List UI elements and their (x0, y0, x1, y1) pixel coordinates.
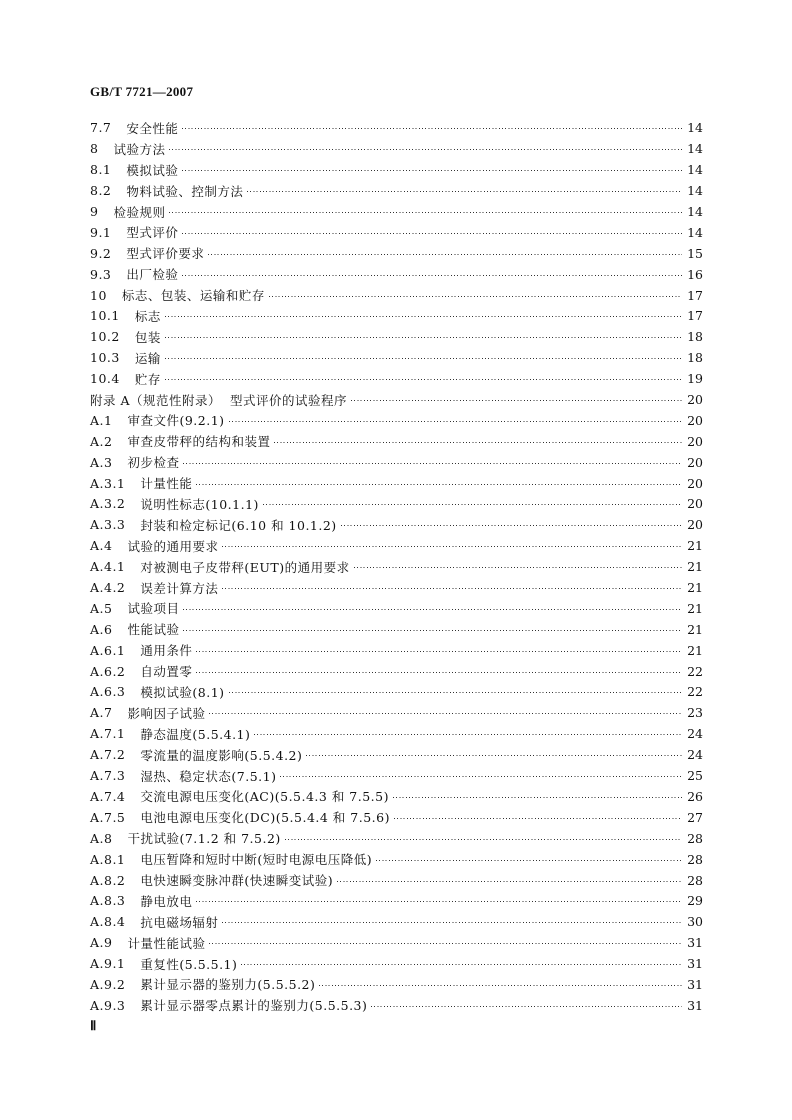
toc-entry (90, 535, 703, 556)
toc-dot-leader (183, 630, 682, 631)
toc-entry-page: 14 (687, 162, 703, 178)
toc-dot-leader (247, 191, 682, 192)
toc-dot-leader (351, 400, 682, 401)
toc-entry-title: 试验的通用要求 (127, 538, 219, 554)
toc-entry-page: 21 (687, 580, 703, 596)
toc-entry-number: A.8.4 (90, 914, 126, 930)
toc-entry (90, 159, 703, 180)
toc-entry-page: 30 (687, 914, 703, 930)
toc-entry-page: 17 (687, 287, 703, 303)
toc-entry-number: 8.2 (90, 183, 112, 199)
toc-dot-leader (269, 296, 682, 297)
toc-entry-page: 31 (687, 976, 703, 992)
page-number-footer: Ⅱ (90, 1018, 97, 1033)
toc-entry-page: 21 (687, 538, 703, 554)
toc-entry-number: 8 (90, 141, 99, 157)
toc-dot-leader (196, 484, 682, 485)
toc-entry-number: A.9.3 (90, 997, 126, 1013)
toc-entry-title: 计量性能 (140, 476, 193, 492)
toc-dot-leader (341, 525, 682, 526)
toc-entry (90, 514, 703, 535)
toc-entry-title: 模拟试验(8.1) (140, 684, 225, 700)
toc-entry-title: 物料试验、控制方法 (126, 183, 244, 199)
toc-entry-title: 抗电磁场辐射 (140, 914, 219, 930)
toc-entry-number: 7.7 (90, 120, 112, 136)
toc-entry-number: A.7 (90, 705, 113, 721)
toc-entry (90, 368, 703, 389)
toc-entry-page: 20 (687, 517, 703, 533)
toc-entry-page: 20 (687, 392, 703, 408)
toc-entry-page: 21 (687, 642, 703, 658)
toc-entry-number: A.3.3 (90, 517, 126, 533)
toc-entry (90, 890, 703, 911)
toc-entry (90, 932, 703, 953)
toc-entry (90, 807, 703, 828)
toc-entry-title: 审查文件(9.2.1) (127, 413, 225, 429)
toc-entry-number: A.8.1 (90, 851, 126, 867)
toc-entry (90, 598, 703, 619)
toc-dot-leader (285, 839, 682, 840)
toc-entry (90, 974, 703, 995)
toc-entry-title: 误差计算方法 (140, 580, 219, 596)
toc-entry (90, 744, 703, 765)
toc-entry-number: A.7.3 (90, 768, 126, 784)
toc-entry (90, 326, 703, 347)
toc-entry-page: 24 (687, 747, 703, 763)
toc-entry-number: A.8.2 (90, 872, 126, 888)
toc-dot-leader (183, 463, 682, 464)
toc-dot-leader (254, 734, 682, 735)
toc-entry-page: 28 (687, 830, 703, 846)
toc-entry (90, 452, 703, 473)
toc-entry-title: 试验项目 (127, 601, 180, 617)
toc-entry (90, 556, 703, 577)
toc-entry-number: 10.1 (90, 308, 120, 324)
toc-entry-title: 对被测电子皮带秤(EUT)的通用要求 (140, 559, 350, 575)
toc-entry-page: 22 (687, 684, 703, 700)
toc-entry-number: A.9 (90, 935, 113, 951)
toc-entry-title: 试验方法 (113, 141, 166, 157)
toc-entry-title: 干扰试验(7.1.2 和 7.5.2) (127, 831, 281, 847)
toc-entry-title: 模拟试验 (126, 162, 179, 178)
toc-entry-title: 电压暂降和短时中断(短时电源电压降低) (140, 852, 373, 868)
toc-entry-title: 说明性标志(10.1.1) (140, 496, 259, 512)
toc-entry (90, 222, 703, 243)
toc-entry-title: 包装 (134, 329, 161, 345)
toc-entry-page: 14 (687, 183, 703, 199)
toc-entry (90, 577, 703, 598)
toc-entry-title: 电池电源电压变化(DC)(5.5.4.4 和 7.5.6) (140, 810, 390, 826)
toc-entry-page: 24 (687, 726, 703, 742)
toc-entry-number: A.6 (90, 621, 113, 637)
toc-entry-number: A.9.2 (90, 976, 126, 992)
toc-dot-leader (263, 504, 682, 505)
toc-entry-title: 静电放电 (140, 893, 193, 909)
toc-entry-title: 型式评价 (126, 225, 179, 241)
toc-dot-leader (222, 588, 682, 589)
toc-entry-page: 20 (687, 496, 703, 512)
toc-entry-page: 31 (687, 956, 703, 972)
toc-entry-number: A.6.2 (90, 663, 126, 679)
toc-dot-leader (222, 546, 682, 547)
toc-dot-leader (165, 316, 682, 317)
toc-dot-leader (229, 421, 683, 422)
toc-entry (90, 347, 703, 368)
toc-dot-leader (196, 901, 682, 902)
toc-entry-page: 21 (687, 559, 703, 575)
toc-entry-title: 标志 (134, 308, 161, 324)
toc-entry (90, 995, 703, 1016)
toc-dot-leader (209, 713, 682, 714)
toc-entry-number: 9.1 (90, 224, 112, 240)
toc-entry-page: 20 (687, 412, 703, 428)
toc-entry-title: 安全性能 (126, 120, 179, 136)
toc-entry (90, 953, 703, 974)
toc-dot-leader (165, 379, 682, 380)
toc-entry-title: 影响因子试验 (127, 705, 206, 721)
toc-entry-title: 审查皮带秤的结构和装置 (127, 434, 271, 450)
toc-entry-number: A.7.2 (90, 747, 126, 763)
toc-dot-leader (241, 964, 682, 965)
toc-entry (90, 682, 703, 703)
toc-entry-number: A.4 (90, 538, 113, 554)
toc-entry (90, 410, 703, 431)
toc-dot-leader (182, 170, 682, 171)
toc-entry (90, 473, 703, 494)
toc-entry-number: A.8.3 (90, 893, 126, 909)
toc-entry-page: 21 (687, 621, 703, 637)
toc-entry (90, 264, 703, 285)
toc-dot-leader (354, 567, 682, 568)
toc-dot-leader (280, 776, 682, 777)
toc-dot-leader (337, 881, 682, 882)
toc-entry-page: 15 (687, 245, 703, 261)
toc-dot-leader (371, 1006, 682, 1007)
toc-dot-leader (208, 254, 682, 255)
toc-entry-number: 8.1 (90, 162, 112, 178)
toc-entry-number: A.3.2 (90, 496, 126, 512)
toc-entry-title: 封装和检定标记(6.10 和 10.1.2) (140, 517, 337, 533)
toc-entry-number: A.8 (90, 830, 113, 846)
toc-entry-number: A.6.3 (90, 684, 126, 700)
toc-entry-title: 零流量的温度影响(5.5.4.2) (140, 747, 303, 763)
toc-entry-page: 14 (687, 224, 703, 240)
toc-entry-title: 型式评价要求 (126, 246, 205, 262)
toc-entry-page: 18 (687, 350, 703, 366)
toc-dot-leader (376, 860, 682, 861)
toc-entry-title: 静态温度(5.5.4.1) (140, 726, 251, 742)
toc-entry-title: 性能试验 (127, 622, 180, 638)
toc-entry-number: 9.3 (90, 266, 112, 282)
toc-entry-page: 29 (687, 893, 703, 909)
toc-dot-leader (209, 943, 682, 944)
toc-entry-page: 23 (687, 705, 703, 721)
toc-entry-title: 自动置零 (140, 664, 193, 680)
toc-entry-number: A.1 (90, 412, 113, 428)
toc-entry-page: 27 (687, 809, 703, 825)
toc-entry-page: 31 (687, 935, 703, 951)
toc-entry (90, 723, 703, 744)
toc-entry-page: 20 (687, 433, 703, 449)
toc-dot-leader (393, 797, 682, 798)
toc-entry-number: 10.2 (90, 329, 120, 345)
toc-entry (90, 661, 703, 682)
toc-entry-title: 累计显示器的鉴别力(5.5.5.2) (140, 977, 316, 993)
toc-entry-number: 9.2 (90, 245, 112, 261)
toc-entry-title: 通用条件 (140, 643, 193, 659)
toc-entry-title: 计量性能试验 (127, 935, 206, 951)
toc-dot-leader (182, 128, 682, 129)
toc-entry-number: A.2 (90, 433, 113, 449)
toc-dot-leader (165, 337, 682, 338)
toc-dot-leader (306, 755, 682, 756)
toc-entry (90, 431, 703, 452)
toc-entry-number: A.9.1 (90, 956, 126, 972)
toc-entry-number: 10.4 (90, 371, 120, 387)
toc-entry-page: 14 (687, 120, 703, 136)
toc-entry (90, 285, 703, 306)
toc-entry-title: 初步检查 (127, 455, 180, 471)
toc-dot-leader (169, 149, 682, 150)
toc-entry-page: 20 (687, 454, 703, 470)
toc-entry (90, 138, 703, 159)
toc-entry-number: 9 (90, 204, 99, 219)
toc-entry (90, 389, 703, 410)
toc-entry (90, 702, 703, 723)
toc-entry-page: 28 (687, 872, 703, 888)
toc-entry-number: A.7.1 (90, 726, 126, 742)
toc-dot-leader (274, 442, 682, 443)
toc-entry-number: 10 (90, 287, 107, 303)
toc-entry-page: 19 (687, 371, 703, 387)
toc-entry-title: 累计显示器零点累计的鉴别力(5.5.5.3) (140, 998, 368, 1014)
toc-entry (90, 911, 703, 932)
toc-entry-page: 14 (687, 204, 703, 219)
toc-dot-leader (229, 692, 683, 693)
toc-dot-leader (196, 651, 682, 652)
toc-entry-page: 21 (687, 600, 703, 616)
toc-entry (90, 849, 703, 870)
toc-entry-number: A.7.5 (90, 809, 126, 825)
toc-entry-number: A.3 (90, 454, 113, 470)
toc-list (90, 118, 703, 1016)
toc-dot-leader (222, 922, 682, 923)
toc-entry (90, 201, 703, 222)
toc-dot-leader (394, 818, 682, 819)
toc-entry (90, 118, 703, 139)
toc-entry-title: 标志、包装、运输和贮存 (121, 288, 265, 304)
toc-entry (90, 180, 703, 201)
toc-entry-page: 25 (687, 768, 703, 784)
toc-entry-title: 出厂检验 (126, 267, 179, 283)
toc-entry-title: 交流电源电压变化(AC)(5.5.4.3 和 7.5.5) (140, 789, 389, 805)
toc-entry (90, 494, 703, 515)
toc-entry-number: A.3.1 (90, 475, 126, 491)
toc-entry (90, 828, 703, 849)
toc-entry-page: 22 (687, 663, 703, 679)
toc-dot-leader (165, 358, 682, 359)
toc-entry (90, 870, 703, 891)
toc-entry-page: 18 (687, 329, 703, 345)
toc-entry-title: 重复性(5.5.5.1) (140, 956, 238, 972)
toc-entry-number: 10.3 (90, 350, 120, 366)
toc-entry-page: 26 (687, 788, 703, 804)
toc-entry-title: 运输 (134, 350, 161, 366)
toc-entry-page: 28 (687, 851, 703, 867)
toc-entry-number: A.6.1 (90, 642, 126, 658)
toc-entry-title: 附录 A（规范性附录） 型式评价的试验程序 (90, 392, 347, 408)
toc-entry-number: A.5 (90, 600, 113, 616)
standard-code-header: GB/T 7721—2007 (90, 84, 194, 99)
toc-entry (90, 243, 703, 264)
toc-entry-number: A.4.1 (90, 559, 126, 575)
toc-dot-leader (182, 275, 682, 276)
toc-entry (90, 640, 703, 661)
toc-entry (90, 786, 703, 807)
toc-entry-page: 14 (687, 141, 703, 157)
toc-entry (90, 306, 703, 327)
toc-entry-number: A.4.2 (90, 580, 126, 596)
toc-dot-leader (169, 212, 682, 213)
toc-entry-page: 16 (687, 266, 703, 282)
toc-entry-number: A.7.4 (90, 788, 126, 804)
toc-dot-leader (319, 985, 682, 986)
toc-entry (90, 765, 703, 786)
toc-entry-page: 17 (687, 308, 703, 324)
toc-entry-title: 电快速瞬变脉冲群(快速瞬变试验) (140, 873, 334, 888)
toc-dot-leader (182, 233, 682, 234)
toc-entry-title: 检验规则 (113, 204, 166, 220)
toc-dot-leader (196, 672, 682, 673)
toc-entry-title: 湿热、稳定状态(7.5.1) (140, 768, 277, 784)
toc-entry (90, 619, 703, 640)
toc-entry-page: 20 (687, 475, 703, 491)
toc-entry-title: 贮存 (134, 371, 161, 387)
toc-dot-leader (183, 609, 682, 610)
toc-entry-page: 31 (687, 997, 703, 1013)
